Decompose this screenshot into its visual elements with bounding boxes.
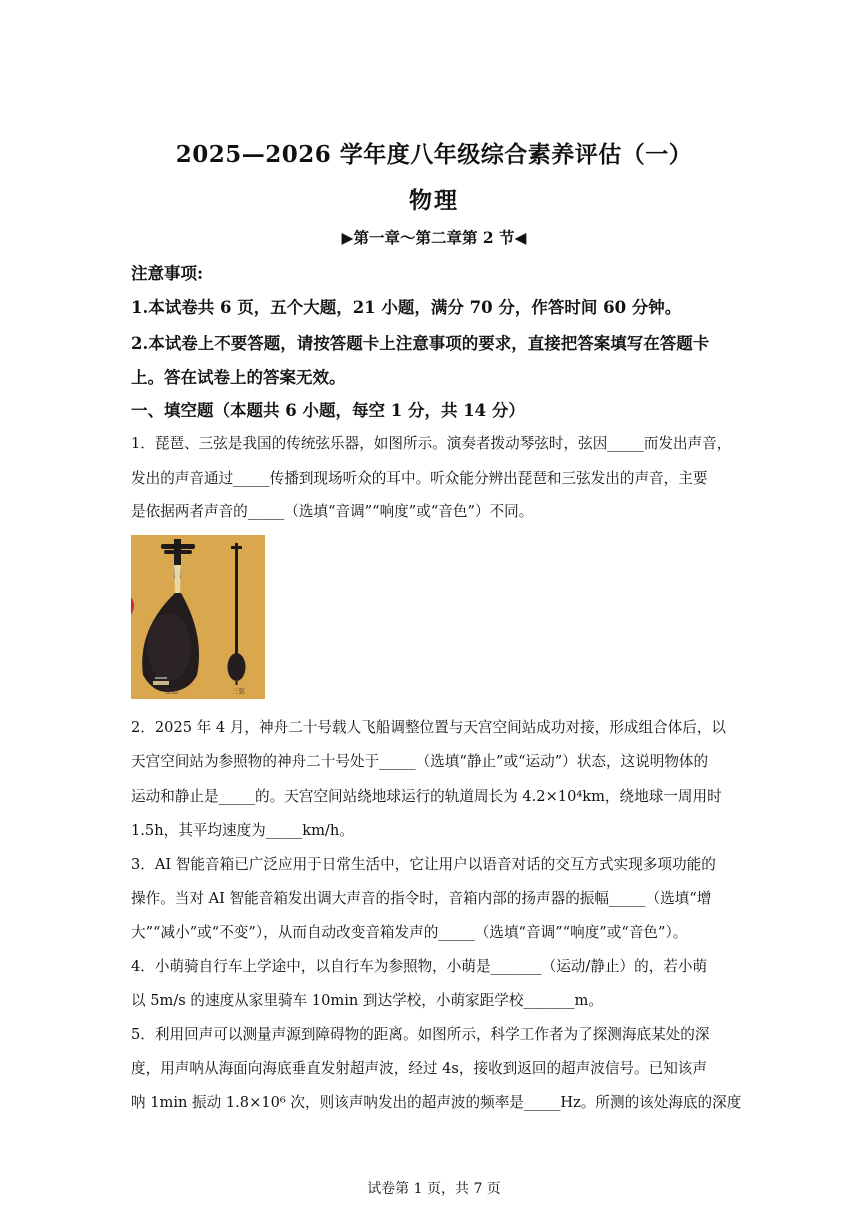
- exam-title: 2025—2026 学年度八年级综合素养评估（一）: [175, 141, 693, 168]
- page-footer: 试卷第 1 页，共 7 页: [367, 1181, 501, 1197]
- photo-label-sanxian: 三弦: [232, 687, 245, 695]
- notes-heading: 注意事项:: [131, 264, 204, 283]
- q2-line-1: 2．2025 年 4 月，神舟二十号载人飞船调整位置与天宫空间站成功对接，形成组合体后，以: [131, 719, 727, 736]
- q1-line-3: 是依据两者声音的_____（选填“音调”“响度”或“音色”）不同。: [131, 503, 534, 520]
- q5-line-2: 度，用声呐从海面向海底垂直发射超声波，经过 4s，接收到返回的超声波信号。已知该声: [131, 1060, 707, 1077]
- q3-line-3: 大”“减小”或“不变”），从而自动改变音箱发声的_____（选填“音调”“响度”或“音色”）。: [131, 924, 688, 941]
- instruments-photo: [131, 535, 265, 699]
- q5-line-3: 呐 1min 振动 1.8×10⁶ 次，则该声呐发出的超声波的频率是_____Hz。所测的该处海底的深度: [131, 1094, 742, 1111]
- note-item-1: 1.本试卷共 6 页，五个大题，21 小题，满分 70 分，作答时间 60 分钟。: [131, 298, 682, 317]
- section-1-heading: 一、填空题（本题共 6 小题，每空 1 分，共 14 分）: [131, 401, 525, 420]
- q3-line-2: 操作。当对 AI 智能音箱发出调大声音的指令时，音箱内部的扬声器的振幅_____（选填“增: [131, 890, 712, 907]
- pipa-sanxian-illustration: [131, 535, 265, 699]
- q2-line-4: 1.5h，其平均速度为_____km/h。: [131, 822, 354, 839]
- q4-line-2: 以 5m/s 的速度从家里骑车 10min 到达学校，小萌家距学校_______m。: [131, 992, 603, 1009]
- q2-line-3: 运动和静止是_____的。天宫空间站绕地球运行的轨道周长为 4.2×10⁴km，绕地球一周用时: [131, 788, 722, 805]
- q5-line-1: 5．利用回声可以测量声源到障碍物的距离。如图所示，科学工作者为了探测海底某处的深: [131, 1026, 710, 1043]
- q3-line-1: 3．AI 智能音箱已广泛应用于日常生活中，它让用户以语音对话的交互方式实现多项功能的: [131, 856, 716, 873]
- q2-line-2: 天宫空间站为参照物的神舟二十号处于_____（选填“静止”或“运动”）状态，这说明物体的: [131, 753, 709, 770]
- note-item-2-line-2: 上。答在试卷上的答案无效。: [131, 368, 346, 387]
- subject-title: 物理: [409, 187, 459, 214]
- chapter-scope: ▶第一章～第二章第 2 节◀: [341, 228, 527, 247]
- q4-line-1: 4．小萌骑自行车上学途中，以自行车为参照物，小萌是_______（运动/静止）的，若小萌: [131, 958, 708, 975]
- photo-label-pipa: 琵琶: [165, 687, 178, 695]
- q1-line-2: 发出的声音通过_____传播到现场听众的耳中。听众能分辨出琵琶和三弦发出的声音，主要: [131, 470, 708, 487]
- note-item-2-line-1: 2.本试卷上不要答题，请按答题卡上注意事项的要求，直接把答案填写在答题卡: [131, 334, 710, 353]
- q1-line-1: 1．琵琶、三弦是我国的传统弦乐器，如图所示。演奏者拨动琴弦时，弦因_____而发出声音，: [131, 435, 732, 452]
